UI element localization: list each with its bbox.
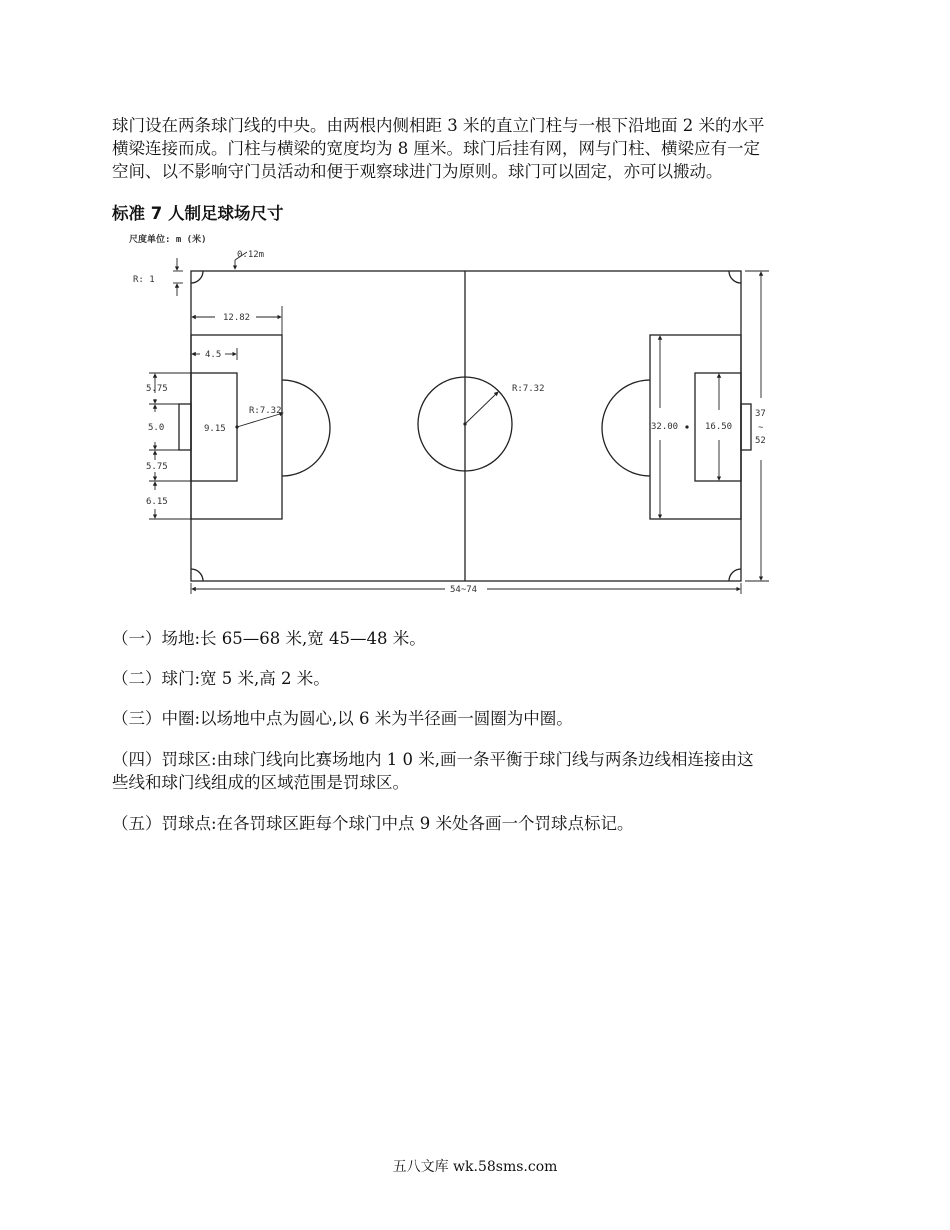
- dim-arc-radius: R:7.32: [249, 406, 282, 416]
- corner-arc-br: [729, 569, 741, 581]
- item-4: （四）罚球区:由球门线向比赛场地内 1 0 米,画一条平衡于球门线与两条边线相连接由这: [112, 750, 754, 769]
- dim-center-radius: R:7.32: [512, 384, 545, 394]
- dim-corner-radius: R: 1: [133, 275, 155, 285]
- dim-9-15: 9.15: [204, 424, 226, 434]
- dim-16-50: 16.50: [705, 422, 733, 432]
- right-penalty-spot: [685, 425, 688, 428]
- dim-left-1: 5.75: [146, 384, 168, 394]
- item-2: （二）球门:宽 5 米,高 2 米。: [112, 669, 330, 688]
- dim-52: 52: [755, 436, 766, 446]
- right-penalty-arc: [602, 380, 650, 476]
- page-footer: 五八文库 wk.58sms.com: [392, 1159, 558, 1175]
- dim-54-74: 54~74: [450, 585, 478, 595]
- item-5: （五）罚球点:在各罚球区距每个球门中点 9 米处各画一个罚球点标记。: [112, 814, 634, 833]
- item-4-cont: 些线和球门线组成的区域范围是罚球区。: [112, 773, 409, 792]
- soccer-field-diagram: [115, 228, 775, 604]
- intro-line-3: 空间、以不影响守门员活动和便于观察球进门为原则。球门可以固定，亦可以搬动。: [112, 162, 723, 181]
- dim-12-82: 12.82: [223, 313, 251, 323]
- corner-arc-bl: [191, 569, 203, 581]
- dim-goal-width: 0.12m: [237, 250, 265, 260]
- corner-arc-tr: [729, 271, 741, 283]
- intro-line-1: 球门设在两条球门线的中央。由两根内侧相距 3 米的直立门柱与一根下沿地面 2 米的水平: [112, 116, 765, 135]
- dim-4-5: 4.5: [205, 350, 222, 360]
- dim-37: 37: [755, 409, 766, 419]
- dim-left-3: 5.75: [146, 462, 168, 472]
- dim-left-2: 5.0: [148, 423, 165, 433]
- dim-sep: ~: [758, 423, 764, 433]
- dim-left-4: 6.15: [146, 497, 168, 507]
- item-1: （一）场地:长 65—68 米,宽 45—48 米。: [112, 629, 426, 648]
- right-goal: [741, 404, 751, 450]
- left-goal: [179, 404, 191, 450]
- dim-32-00: 32.00: [651, 422, 679, 432]
- left-penalty-arc: [282, 380, 330, 476]
- section-heading: 标准 7 人制足球场尺寸: [112, 204, 284, 223]
- corner-arc-tl: [191, 271, 203, 283]
- unit-label: 尺度单位: m (米): [129, 235, 207, 245]
- item-3: （三）中圈:以场地中点为圆心,以 6 米为半径画一圆圈为中圈。: [112, 709, 573, 728]
- intro-line-2: 横梁连接而成。门柱与横梁的宽度均为 8 厘米。球门后挂有网，网与门柱、横梁应有一定: [112, 139, 760, 158]
